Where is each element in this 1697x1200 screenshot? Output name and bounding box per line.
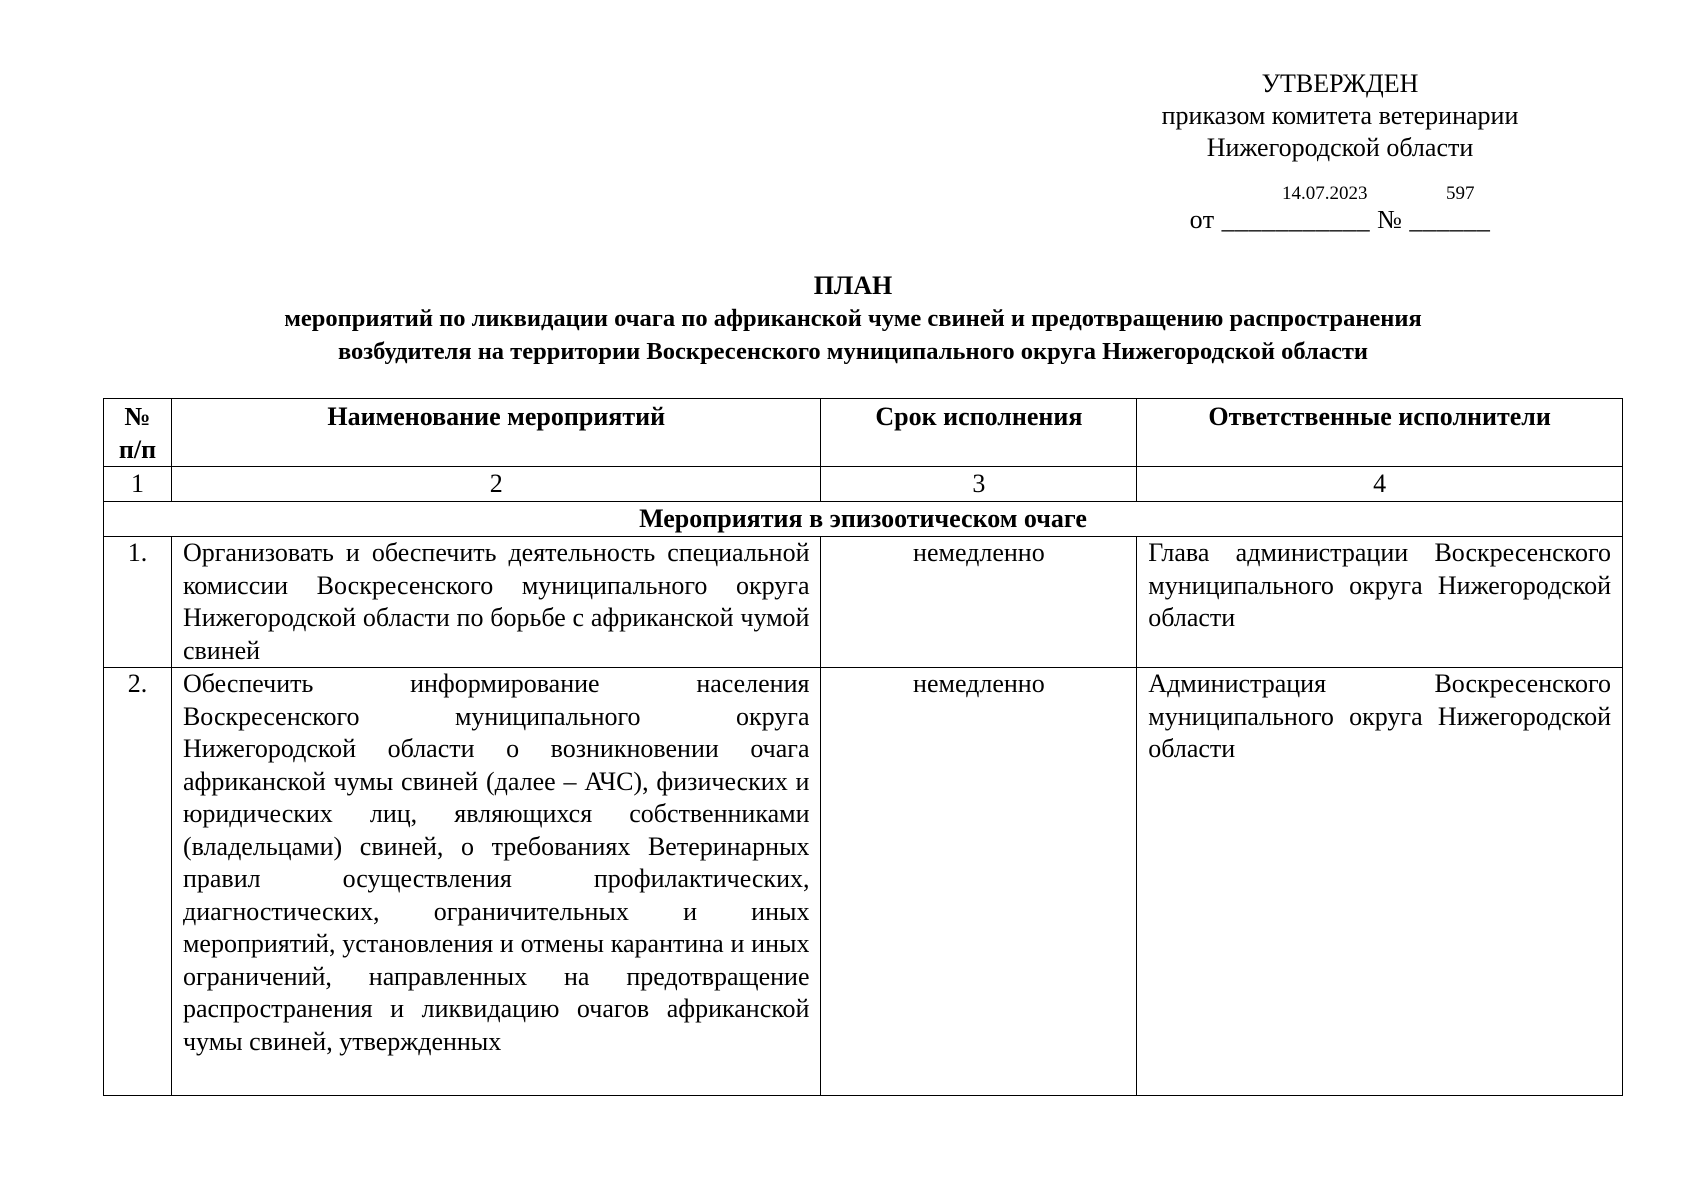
column-index: 4 bbox=[1137, 467, 1623, 502]
approval-line-2: Нижегородской области bbox=[1206, 133, 1474, 162]
row-responsible: Глава администрации Воскресенского муниципального округа Нижегородской области bbox=[1137, 537, 1623, 668]
approval-number-line: от ___________ № ______ bbox=[1189, 205, 1491, 234]
row-term: немедленно bbox=[821, 668, 1137, 1096]
header-term: Срок исполнения bbox=[821, 399, 1137, 467]
section-row bbox=[104, 502, 1623, 537]
row-responsible: Администрация Воскресенского муниципального округа Нижегородской области bbox=[1137, 668, 1623, 1096]
column-index: 3 bbox=[821, 467, 1137, 502]
table-row bbox=[104, 537, 1623, 668]
plan-table bbox=[103, 398, 1623, 1096]
row-number: 2. bbox=[104, 668, 172, 1096]
row-term: немедленно bbox=[821, 537, 1137, 668]
section-title: Мероприятия в эпизоотическом очаге bbox=[104, 502, 1623, 537]
table-header-row bbox=[104, 399, 1623, 467]
approval-stamp bbox=[1130, 68, 1550, 234]
column-index-row bbox=[104, 467, 1623, 502]
approval-date: 14.07.2023 bbox=[1282, 183, 1368, 204]
header-name: Наименование мероприятий bbox=[171, 399, 821, 467]
approval-line-1: приказом комитета ветеринарии bbox=[1161, 101, 1519, 130]
plan-title: ПЛАН bbox=[813, 271, 893, 300]
approval-title: УТВЕРЖДЕН bbox=[1261, 69, 1419, 98]
row-activity-cell bbox=[171, 668, 821, 1096]
column-index: 1 bbox=[104, 467, 172, 502]
column-index: 2 bbox=[171, 467, 821, 502]
document-title bbox=[103, 270, 1603, 368]
row-number: 1. bbox=[104, 537, 172, 668]
approval-number: 597 bbox=[1446, 183, 1475, 204]
header-num: № п/п bbox=[104, 399, 172, 467]
row-activity: Обеспечить информирование населения Воскресенского муниципального округа Нижегородской области о возникновении очага африканской чумы свиней (далее – АЧС), физических и юридических лиц, являющихся собственниками (владельцами) свиней, о требованиях Ветеринарных правил осуществления профилактических, диагностических, ограничительных и иных мероприятий, установления и отмены карантина и иных ограничений, направленных на предотвращение распространения и ликвидацию очагов африканской чумы свиней, утвержденных bbox=[182, 669, 810, 1056]
plan-subtitle-2: возбудителя на территории Воскресенского муниципального округа Нижегородской области bbox=[337, 338, 1369, 365]
table-row bbox=[104, 668, 1623, 1096]
plan-subtitle-1: мероприятий по ликвидации очага по африканской чуме свиней и предотвращению распространения bbox=[284, 305, 1422, 332]
approval-number-row bbox=[1130, 170, 1550, 234]
row-activity: Организовать и обеспечить деятельность специальной комиссии Воскресенского муниципального округа Нижегородской области по борьбе с африканской чумой свиней bbox=[171, 537, 821, 668]
header-resp: Ответственные исполнители bbox=[1137, 399, 1623, 467]
